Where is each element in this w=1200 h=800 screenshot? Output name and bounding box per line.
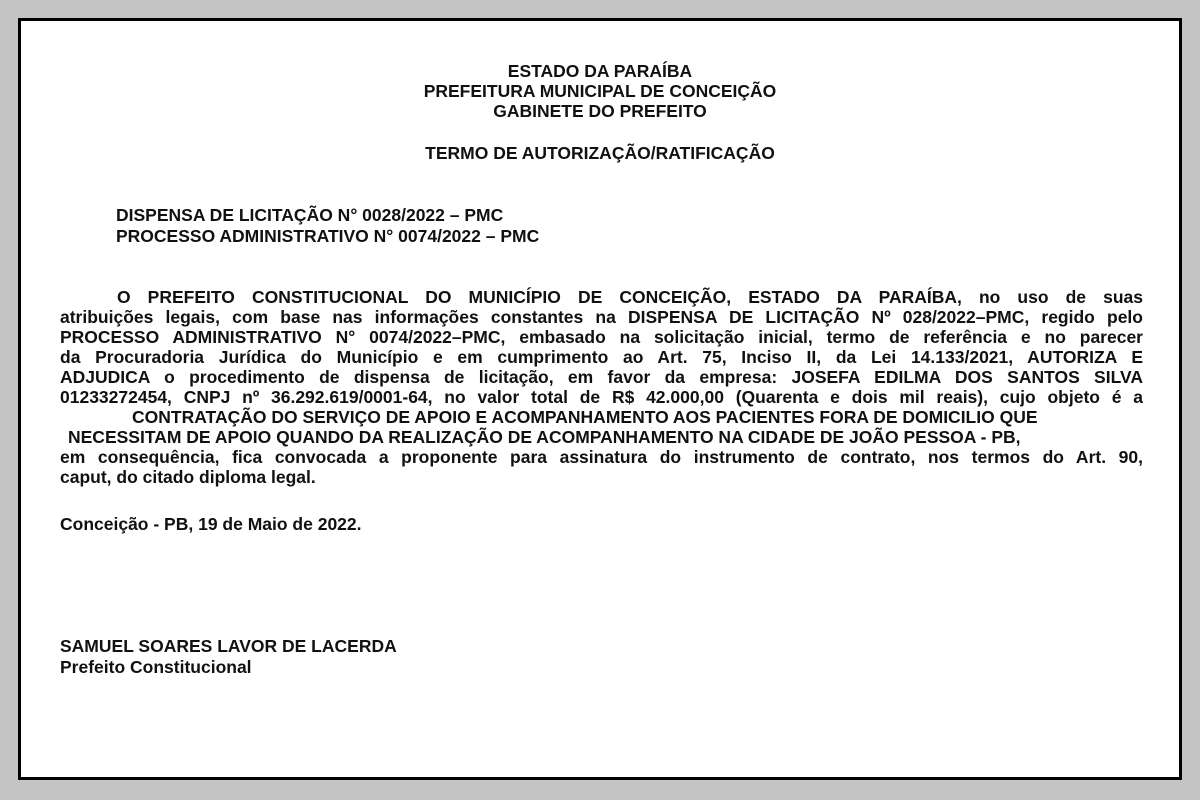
body-line: NECESSITAM DE APOIO QUANDO DA REALIZAÇÃO DE ACOMPANHAMENTO NA CIDADE DE JOÃO PESSOA - PB, xyxy=(68,427,1021,447)
processo-reference: PROCESSO ADMINISTRATIVO N° 0074/2022 – PMC xyxy=(116,226,540,246)
body-paragraph xyxy=(60,287,1143,487)
signatory-name: SAMUEL SOARES LAVOR DE LACERDA xyxy=(60,636,397,656)
signature-block xyxy=(60,636,397,678)
document-page xyxy=(18,18,1182,780)
body-line: da Procuradoria Jurídica do Município e em cumprimento ao Art. 75, Inciso II, da Lei 14.133/2021, AUTORIZA E xyxy=(60,347,1143,367)
body-line: 01233272454, CNPJ nº 36.292.619/0001-64, no valor total de R$ 42.000,00 (Quarenta e dois mil reais), cujo objeto é a xyxy=(60,387,1143,407)
body-line: atribuições legais, com base nas informações constantes na DISPENSA DE LICITAÇÃO Nº 028/2022–PMC, regido pelo xyxy=(60,307,1143,327)
reference-block xyxy=(116,205,539,247)
body-line: O PREFEITO CONSTITUCIONAL DO MUNICÍPIO DE CONCEIÇÃO, ESTADO DA PARAÍBA, no uso de suas xyxy=(117,287,1143,307)
document-date: Conceição - PB, 19 de Maio de 2022. xyxy=(60,514,362,534)
body-line: caput, do citado diploma legal. xyxy=(60,467,316,487)
body-line: CONTRATAÇÃO DO SERVIÇO DE APOIO E ACOMPANHAMENTO AOS PACIENTES FORA DE DOMICILIO QUE xyxy=(132,407,1038,427)
signatory-role: Prefeito Constitucional xyxy=(60,657,252,677)
body-line: PROCESSO ADMINISTRATIVO N° 0074/2022–PMC, embasado na solicitação inicial, termo de referência e no parecer xyxy=(60,327,1143,347)
body-line: ADJUDICA o procedimento de dispensa de licitação, em favor da empresa: JOSEFA EDILMA DOS SANTOS SILVA xyxy=(60,367,1143,387)
body-line: em consequência, fica convocada a proponente para assinatura do instrumento de contrato, nos termos do Art. 90, xyxy=(60,447,1143,467)
document-header xyxy=(21,61,1179,121)
header-office: GABINETE DO PREFEITO xyxy=(493,101,707,121)
dispensa-reference: DISPENSA DE LICITAÇÃO N° 0028/2022 – PMC xyxy=(116,205,504,225)
header-municipality: PREFEITURA MUNICIPAL DE CONCEIÇÃO xyxy=(423,81,777,101)
document-title: TERMO DE AUTORIZAÇÃO/RATIFICAÇÃO xyxy=(425,143,775,163)
header-state: ESTADO DA PARAÍBA xyxy=(507,61,693,81)
